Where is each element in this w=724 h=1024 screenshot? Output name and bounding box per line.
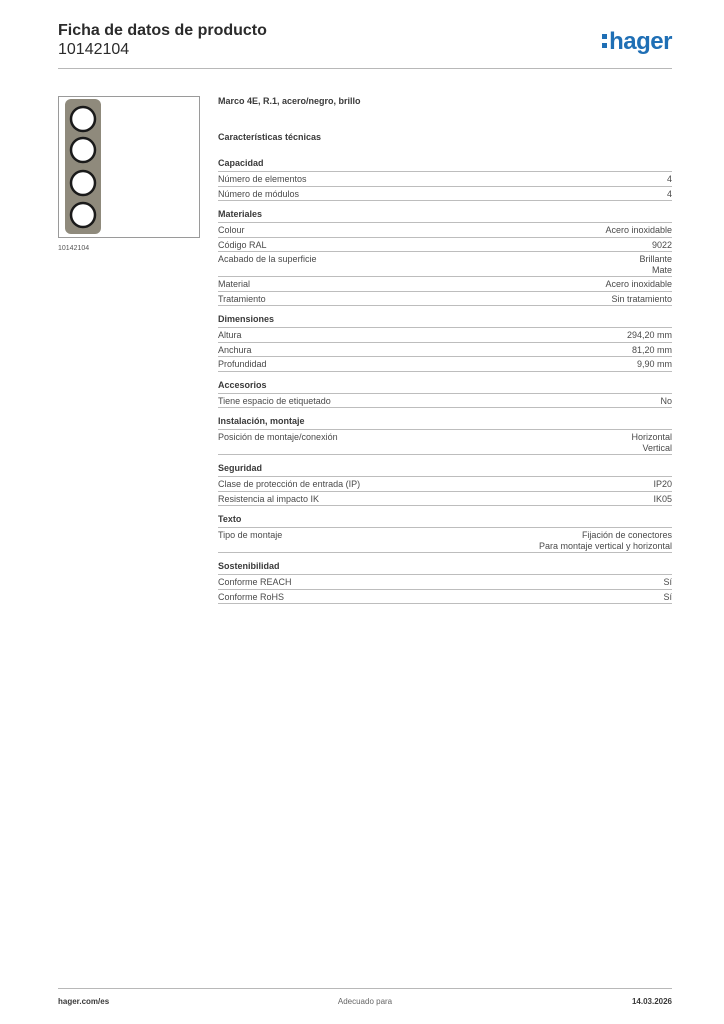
spec-value — [627, 330, 672, 341]
spec-section — [218, 380, 672, 409]
spec-row — [218, 238, 672, 253]
spec-value — [663, 592, 672, 603]
frame-opening-2 — [71, 138, 95, 162]
document-title: Ficha de datos de producto — [58, 22, 267, 39]
spec-row — [218, 343, 672, 358]
spec-row — [218, 492, 672, 507]
spec-label: Tipo de montaje — [218, 530, 283, 540]
spec-value — [663, 577, 672, 588]
section-title: Capacidad — [218, 158, 672, 172]
hager-logo — [602, 28, 672, 56]
spec-row — [218, 357, 672, 372]
footer-website-link[interactable]: hager.com/es — [58, 997, 110, 1006]
spec-value — [653, 494, 672, 505]
spec-row — [218, 590, 672, 605]
header-divider — [58, 68, 672, 69]
spec-section — [218, 158, 672, 201]
spec-label: Clase de protección de entrada (IP) — [218, 479, 361, 489]
frame-opening-1 — [71, 107, 95, 131]
frame-opening-3 — [71, 171, 95, 195]
spec-label: Profundidad — [218, 359, 267, 369]
spec-sections — [218, 158, 672, 604]
spec-value — [631, 432, 672, 453]
technical-characteristics-heading: Características técnicas — [218, 132, 322, 142]
spec-label: Número de módulos — [218, 188, 300, 199]
spec-row — [218, 292, 672, 307]
spec-value — [639, 254, 672, 275]
spec-row — [218, 430, 672, 455]
spec-value-line: 4 — [666, 188, 672, 199]
spec-value-line: 9,90 mm — [636, 359, 672, 369]
spec-value-line: 81,20 mm — [631, 344, 672, 355]
spec-row — [218, 277, 672, 292]
spec-value-line: Vertical — [642, 442, 672, 453]
page-footer — [58, 997, 672, 1009]
spec-section — [218, 514, 672, 553]
section-title: Materiales — [218, 209, 672, 223]
spec-section — [218, 314, 672, 372]
spec-section — [218, 416, 672, 455]
spec-value-line: Mate — [651, 264, 672, 275]
spec-value-line: Acero inoxidable — [605, 225, 672, 235]
spec-section — [218, 561, 672, 604]
product-name: Marco 4E, R.1, acero/negro, brillo — [218, 96, 361, 106]
spec-value-line: Sí — [663, 591, 672, 602]
spec-value — [667, 174, 672, 185]
product-image — [58, 96, 200, 238]
spec-value-line: IK05 — [653, 493, 672, 504]
spec-value-line: Para montaje vertical y horizontal — [538, 540, 672, 551]
logo-text: hager — [609, 28, 672, 55]
spec-label: Resistencia al impacto IK — [218, 493, 320, 504]
spec-value — [637, 359, 672, 370]
spec-value — [539, 530, 672, 551]
spec-row — [218, 328, 672, 343]
spec-row — [218, 252, 672, 277]
image-caption: 10142104 — [58, 245, 90, 252]
spec-label: Tiene espacio de etiquetado — [218, 395, 331, 406]
spec-value-line: Sin tratamiento — [611, 293, 672, 304]
spec-label: Conforme REACH — [218, 577, 292, 587]
section-title: Sostenibilidad — [218, 561, 672, 575]
section-title: Accesorios — [218, 380, 672, 394]
spec-row — [218, 477, 672, 492]
spec-row — [218, 223, 672, 238]
spec-value-line: Brillante — [639, 254, 672, 264]
spec-label: Tratamiento — [218, 293, 266, 304]
spec-value — [605, 225, 672, 236]
spec-value — [611, 294, 672, 305]
logo-dots-icon — [602, 34, 607, 48]
section-title: Dimensiones — [218, 314, 672, 328]
product-details — [218, 96, 672, 604]
spec-value — [652, 240, 672, 251]
spec-section — [218, 463, 672, 506]
spec-row — [218, 394, 672, 409]
spec-value — [605, 279, 672, 290]
spec-row — [218, 575, 672, 590]
section-title: Instalación, montaje — [218, 416, 672, 430]
spec-label: Acabado de la superficie — [218, 254, 317, 264]
spec-label: Anchura — [218, 344, 252, 355]
spec-value — [653, 479, 672, 490]
section-title: Texto — [218, 514, 672, 528]
spec-value — [667, 189, 672, 200]
spec-label: Colour — [218, 225, 245, 235]
footer-date: 14.03.2026 — [631, 997, 672, 1006]
footer-divider — [58, 988, 672, 989]
product-number: 10142104 — [58, 41, 130, 58]
spec-value-line: 294,20 mm — [626, 330, 672, 340]
spec-label: Código RAL — [218, 239, 267, 250]
frame-illustration — [59, 97, 199, 237]
frame-opening-4 — [71, 203, 95, 227]
page-header — [58, 22, 672, 70]
footer-note: Adecuado para — [337, 997, 393, 1006]
spec-value-line: Acero inoxidable — [605, 279, 672, 289]
spec-value — [632, 345, 672, 356]
spec-value-line: Horizontal — [631, 432, 672, 442]
section-title: Seguridad — [218, 463, 672, 477]
spec-value-line: Fijación de conectores — [581, 530, 672, 540]
spec-row — [218, 187, 672, 202]
spec-value-line: 9022 — [651, 239, 672, 250]
spec-value-line: 4 — [666, 174, 672, 184]
spec-row — [218, 528, 672, 553]
spec-value — [660, 396, 672, 407]
spec-value-line: No — [660, 395, 672, 406]
spec-row — [218, 172, 672, 187]
spec-value-line: IP20 — [653, 479, 672, 489]
spec-label: Conforme RoHS — [218, 591, 285, 602]
spec-label: Material — [218, 279, 251, 289]
spec-label: Número de elementos — [218, 174, 307, 184]
spec-section — [218, 209, 672, 306]
spec-label: Posición de montaje/conexión — [218, 432, 338, 442]
spec-value-line: Sí — [663, 577, 672, 587]
spec-label: Altura — [218, 330, 242, 340]
